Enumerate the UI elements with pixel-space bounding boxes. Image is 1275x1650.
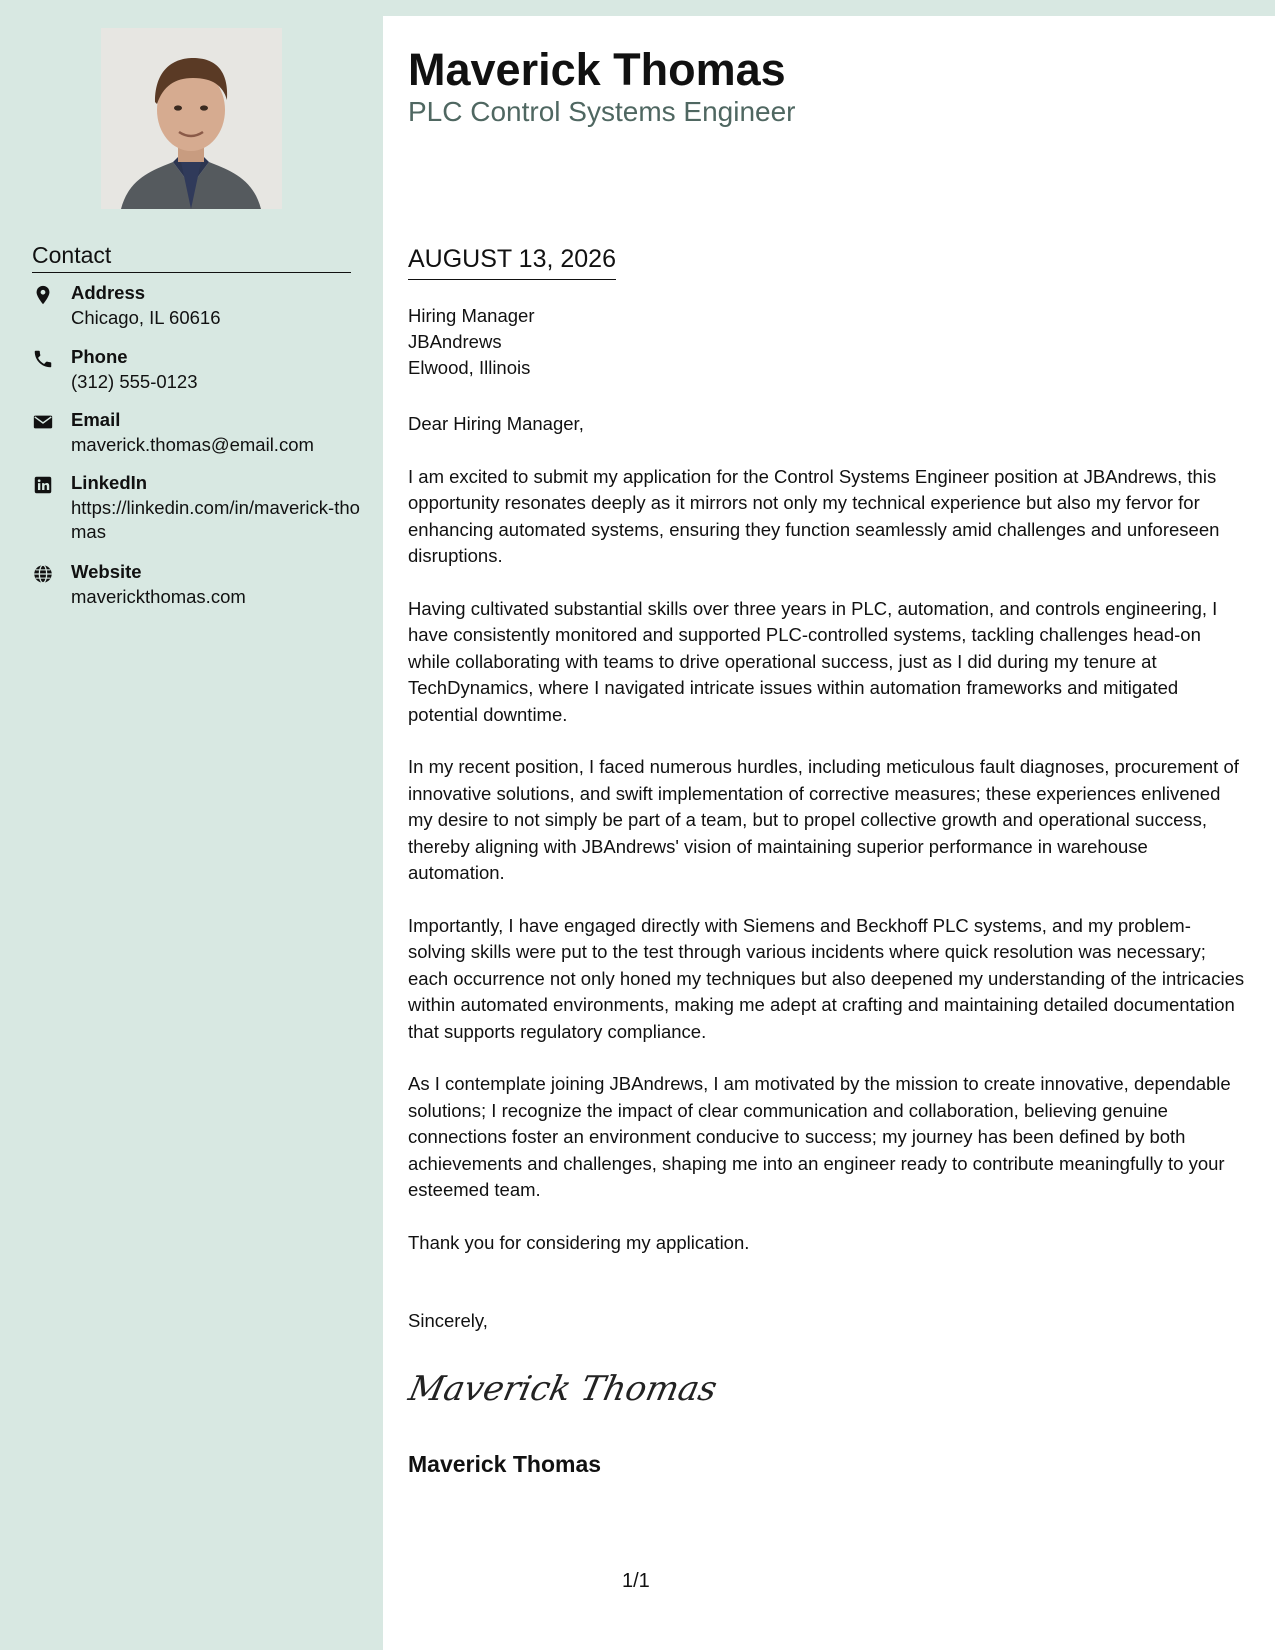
contact-value-linkedin: https://linkedin.com/in/maverick-thomas xyxy=(71,497,360,542)
envelope-icon xyxy=(32,411,54,433)
recipient-company: JBAndrews xyxy=(408,331,502,352)
letter-date: AUGUST 13, 2026 xyxy=(408,243,616,280)
letter-body xyxy=(408,411,1248,1282)
recipient-location: Elwood, Illinois xyxy=(408,357,531,378)
phone-icon xyxy=(32,348,54,370)
applicant-name: Maverick Thomas xyxy=(408,44,786,95)
location-pin-icon xyxy=(32,284,54,306)
handwritten-signature xyxy=(405,1358,721,1418)
contact-label-phone: Phone xyxy=(71,346,128,367)
avatar xyxy=(101,28,282,209)
contact-value-website: maverickthomas.com xyxy=(71,586,246,607)
profile-photo xyxy=(101,28,282,209)
contact-label-email: Email xyxy=(71,409,121,430)
recipient-block xyxy=(408,303,534,381)
body-paragraph: Thank you for considering my application. xyxy=(408,1231,750,1253)
signer-name: Maverick Thomas xyxy=(408,1451,602,1477)
svg-text:Maverick Thomas: Maverick Thomas xyxy=(405,1369,721,1409)
closing: Sincerely, xyxy=(408,1310,488,1331)
contact-heading: Contact xyxy=(32,240,351,273)
body-paragraph: In my recent position, I faced numerous hurdles, including meticulous fault diagnoses, procurement of innovative solutions, and swift implementation of corrective measures; these experiences enlivened my desire to not simply be part of a team, but to propel collective growth and operational success, thereby aligning with JBAndrews' vision of maintaining superior performance in warehouse automation. xyxy=(408,756,1239,883)
salutation: Dear Hiring Manager, xyxy=(408,413,584,434)
sidebar xyxy=(0,0,383,1650)
globe-icon xyxy=(32,563,54,585)
body-paragraph: As I contemplate joining JBAndrews, I am motivated by the mission to create innovative, dependable solutions; I recognize the impact of clear communication and collaboration, believing genuine connections foster an environment conducive to success; my journey has been defined by both achievements and challenges, shaping me into an engineer ready to contribute meaningfully to your esteemed team. xyxy=(408,1073,1231,1200)
contact-label-website: Website xyxy=(71,561,142,582)
contact-label-linkedin: LinkedIn xyxy=(71,472,148,493)
body-paragraph: I am excited to submit my application for the Control Systems Engineer position at JBAndrews, this opportunity resonates deeply as it mirrors not only my technical experience but also my fervor for enhancing automated systems, ensuring they function seamlessly amid challenges and unforeseen disruptions. xyxy=(408,465,1220,566)
recipient-line: Hiring Manager xyxy=(408,305,535,326)
body-paragraph: Importantly, I have engaged directly with Siemens and Beckhoff PLC systems, and my problem-solving skills were put to the test through various incidents where quick resolution was necessary; each occurrence not only honed my techniques but also deepened my understanding of the intricacies within automated environments, making me adept at crafting and maintaining detailed documentation that supports regulatory compliance. xyxy=(408,914,1245,1042)
page-number: 1/1 xyxy=(622,1570,650,1592)
contact-value-phone: (312) 555-0123 xyxy=(71,371,198,392)
job-title: PLC Control Systems Engineer xyxy=(408,96,796,127)
body-paragraph: Having cultivated substantial skills over three years in PLC, automation, and controls engineering, I have consistently monitored and supported PLC-controlled systems, tackling challenges head-on while collaborating with teams to drive operational success, just as I did during my tenure at TechDynamics, where I navigated intricate issues within automation frameworks and mitigated potential downtime. xyxy=(408,597,1218,725)
contact-label-address: Address xyxy=(71,282,146,303)
contact-value-address: Chicago, IL 60616 xyxy=(71,307,221,328)
contact-value-email: maverick.thomas@email.com xyxy=(71,434,314,455)
linkedin-icon xyxy=(32,474,54,496)
